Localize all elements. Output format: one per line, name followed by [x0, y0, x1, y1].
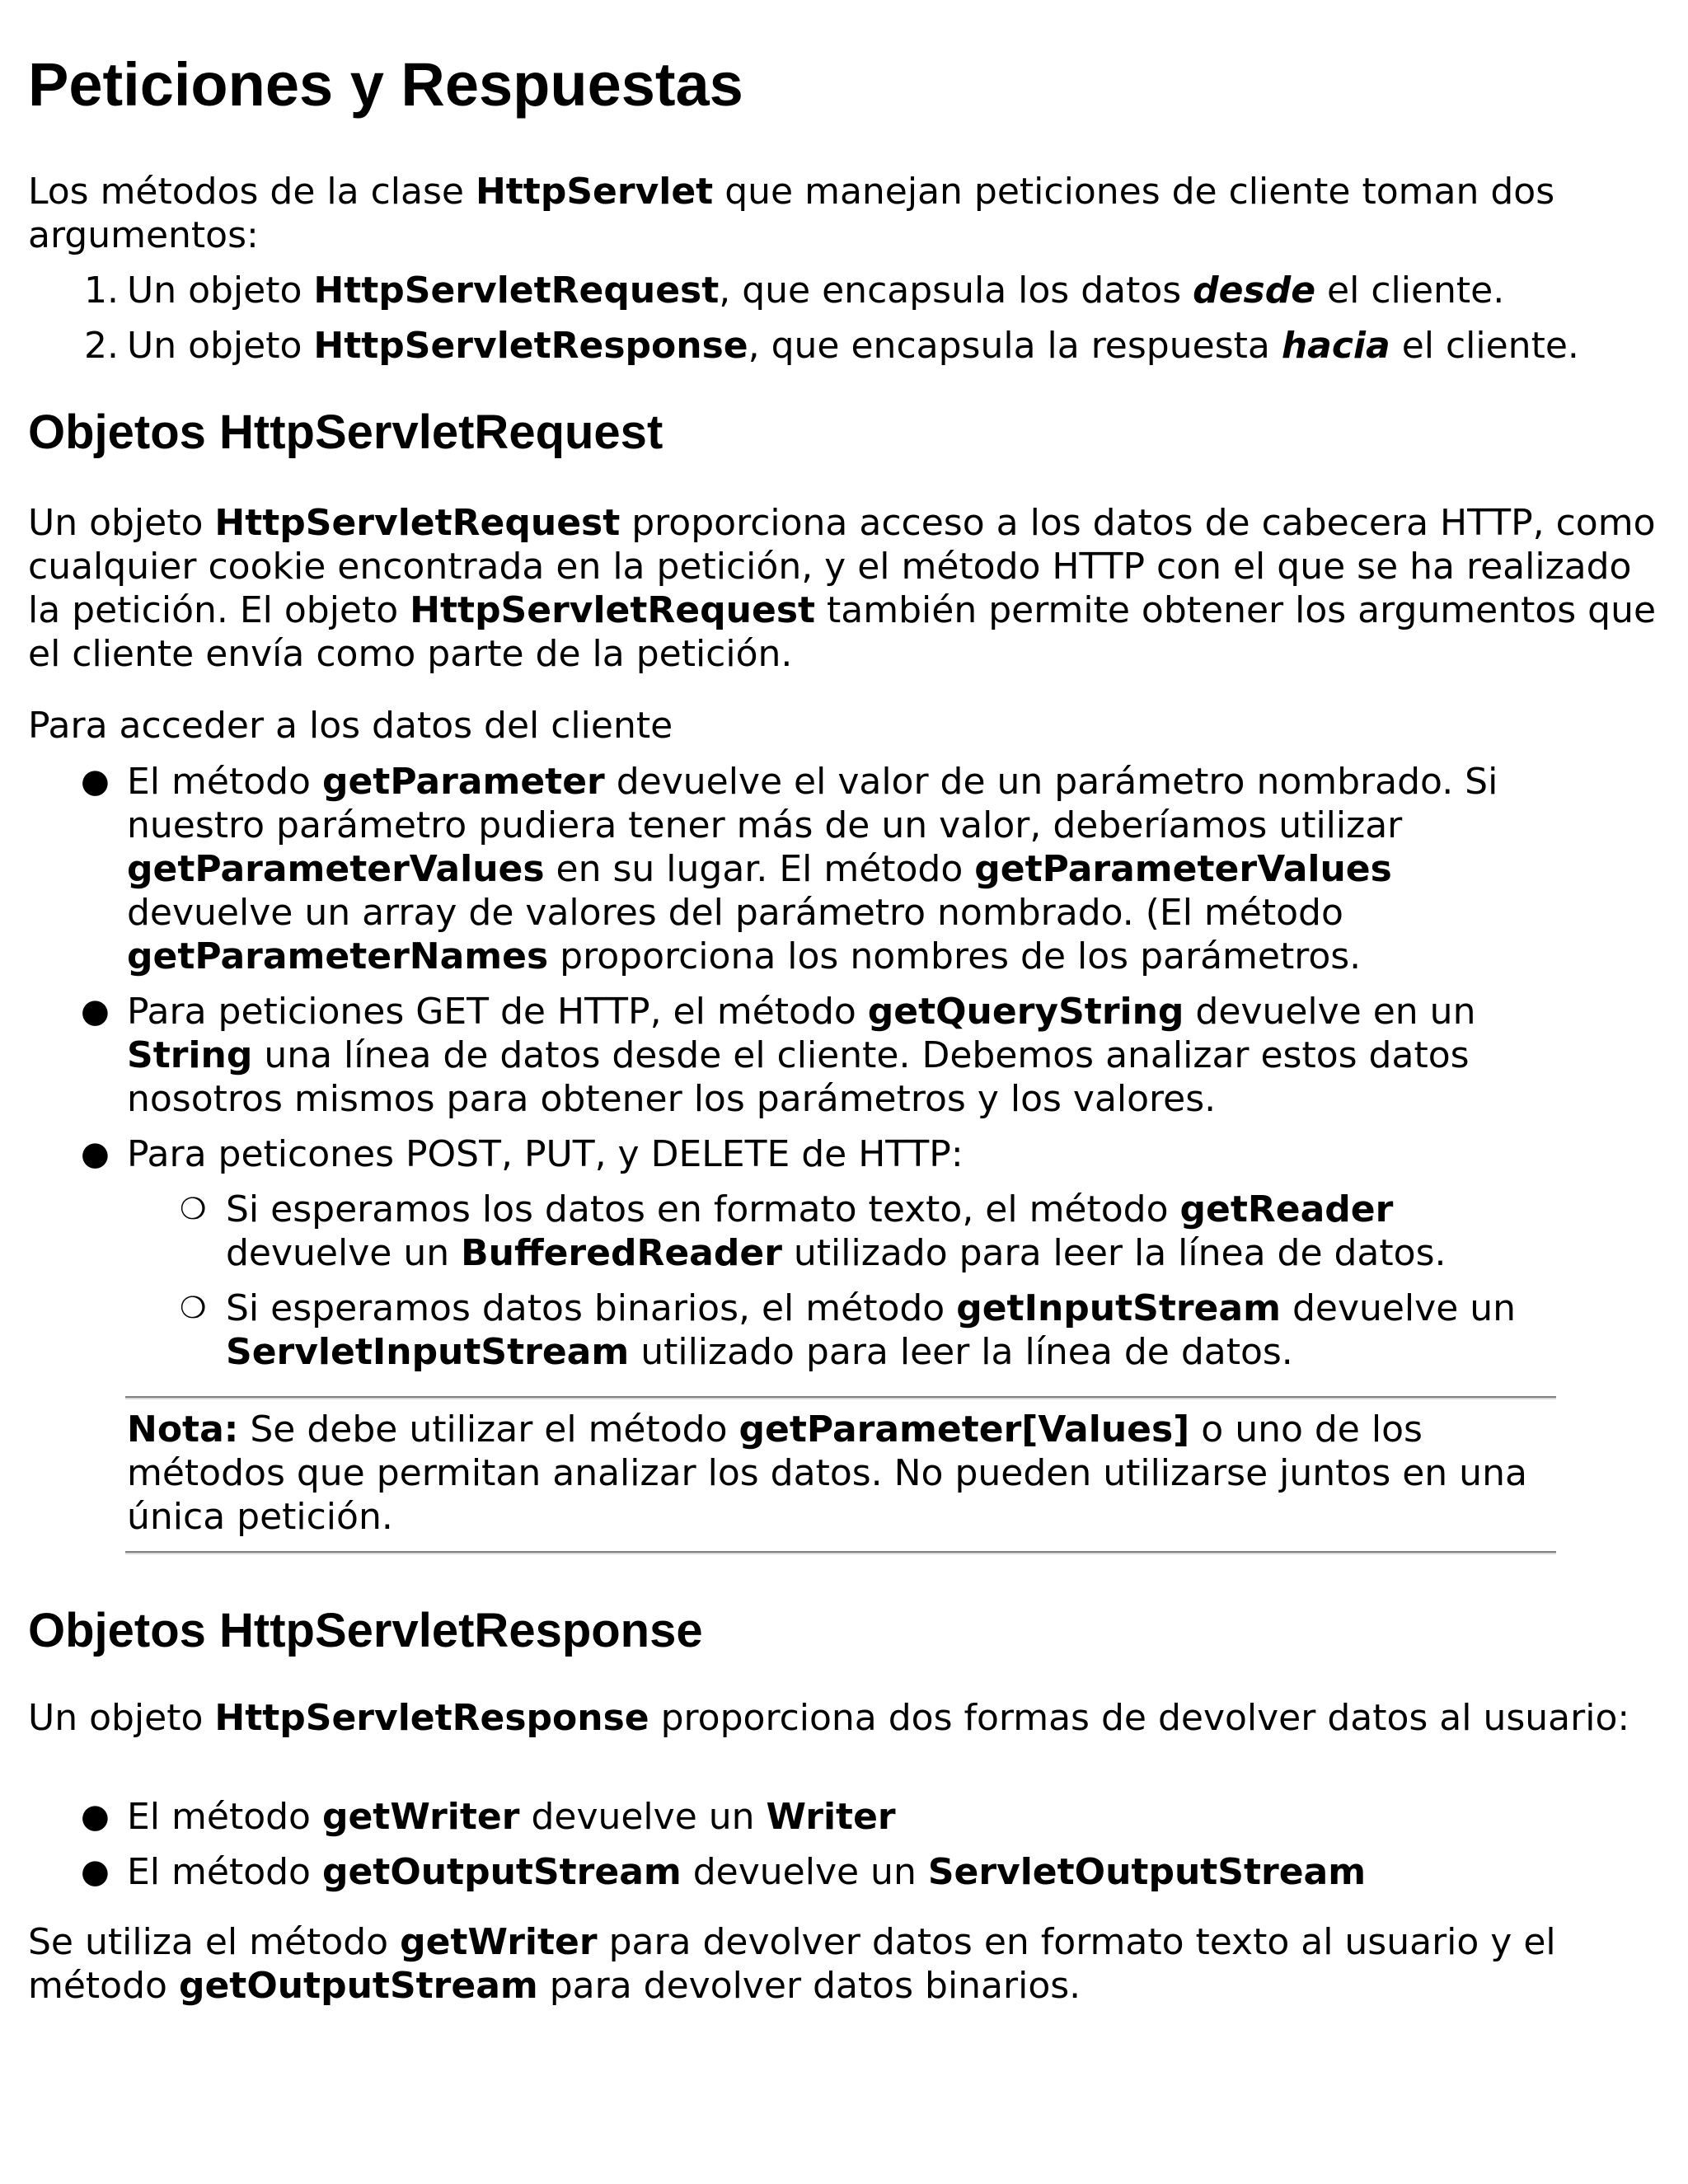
keyword: getOutputStream	[321, 1851, 682, 1893]
list-number: 1.	[84, 269, 119, 312]
list-item	[84, 324, 1668, 368]
keyword: HttpServletResponse	[214, 1697, 649, 1739]
access-intro: Para acceder a los datos del cliente	[28, 705, 673, 747]
text: que manejan peticiones de cliente toman dos argumentos:	[28, 171, 1555, 256]
text: devuelve un	[681, 1851, 928, 1893]
text: Se utiliza el método	[28, 1921, 401, 1963]
intro-paragraph	[28, 170, 1668, 257]
keyword: getReader	[1179, 1188, 1394, 1230]
bullet-icon: ●	[81, 762, 110, 800]
keyword: getQueryString	[867, 991, 1184, 1033]
text: proporciona dos formas de devolver datos al usuario:	[649, 1697, 1630, 1739]
text: Un objeto	[127, 269, 314, 312]
text: devuelve el valor de un parámetro nombrado. Si nuestro parámetro pudiera tener más de un valor, deberíamos utilizar	[127, 761, 1498, 846]
http-method-sublist	[127, 1188, 1561, 1374]
keyword: ServletInputStream	[226, 1331, 630, 1373]
text: también permite obtener los argumentos que el cliente envía como parte de la petición.	[28, 589, 1657, 675]
list-item	[81, 1795, 1611, 1839]
text: proporciona los nombres de los parámetros.	[548, 935, 1362, 977]
keyword: ServletOutputStream	[927, 1851, 1367, 1893]
text: Se debe utilizar el método	[238, 1408, 739, 1451]
text: devuelve en un	[1184, 991, 1476, 1033]
keyword: getParameterNames	[127, 935, 549, 977]
text: utilizado para leer la línea de datos.	[781, 1232, 1447, 1274]
text: Si esperamos los datos en formato texto, el método	[226, 1188, 1180, 1230]
list-number: 2.	[84, 325, 119, 367]
argument-list	[84, 269, 1668, 368]
circle-bullet-icon: ❍	[180, 1291, 207, 1325]
keyword: HttpServletRequest	[313, 269, 720, 312]
circle-bullet-icon: ❍	[180, 1193, 207, 1226]
text: el cliente.	[1315, 269, 1505, 312]
note-label: Nota:	[127, 1408, 239, 1451]
bullet-icon: ●	[81, 992, 110, 1030]
access-bullet-list	[81, 760, 1561, 1374]
keyword: Writer	[766, 1796, 896, 1838]
keyword: getWriter	[400, 1921, 598, 1963]
text: Los métodos de la clase	[28, 171, 476, 213]
list-item	[81, 1850, 1611, 1894]
text: Un objeto	[28, 1697, 215, 1739]
note-paragraph	[127, 1408, 1561, 1539]
keyword: getParameter	[321, 761, 605, 803]
response-paragraph	[28, 1696, 1668, 1740]
text: Para peticones POST, PUT, y DELETE de HTTP:	[127, 1133, 964, 1175]
text: para devolver datos binarios.	[537, 1965, 1081, 2007]
response-heading: Objetos HttpServletResponse	[28, 1604, 703, 1657]
keyword: HttpServletResponse	[313, 325, 748, 367]
keyword: getOutputStream	[178, 1965, 538, 2007]
bullet-icon: ●	[81, 1853, 110, 1891]
keyword: getParameter[Values]	[738, 1408, 1190, 1451]
list-item	[81, 1132, 1561, 1374]
text: El método	[127, 761, 322, 803]
text: en su lugar. El método	[544, 848, 975, 890]
keyword: HttpServletRequest	[410, 589, 816, 631]
emphasis: desde	[1193, 269, 1316, 312]
page-title: Peticiones y Respuestas	[28, 50, 743, 119]
bullet-icon: ●	[81, 1797, 110, 1835]
keyword: HttpServletRequest	[214, 502, 621, 544]
text: una línea de datos desde el cliente. Debemos analizar estos datos nosotros mismos para obtener los parámetros y los valores.	[127, 1034, 1470, 1120]
text: para devolver datos en formato texto al usuario y el método	[28, 1921, 1556, 2007]
keyword: HttpServlet	[475, 171, 714, 213]
note-top-divider	[125, 1396, 1556, 1399]
emphasis: hacia	[1281, 325, 1390, 367]
bullet-icon: ●	[81, 1135, 110, 1173]
text: utilizado para leer la línea de datos.	[629, 1331, 1293, 1373]
keyword: BufferedReader	[461, 1232, 782, 1274]
text: devuelve un	[519, 1796, 767, 1838]
text: devuelve un	[1280, 1287, 1517, 1329]
text: devuelve un array de valores del parámetro nombrado. (El método	[127, 892, 1343, 934]
request-heading: Objetos HttpServletRequest	[28, 405, 663, 459]
keyword: getWriter	[321, 1796, 520, 1838]
keyword: String	[127, 1034, 253, 1076]
text: proporciona acceso a los datos de cabecera HTTP, como cualquier cookie encontrada en la petición, y el método HTTP con el que se ha realizado la petición. El objeto	[28, 502, 1656, 631]
keyword: getParameterValues	[974, 848, 1392, 890]
request-paragraph	[28, 501, 1668, 676]
keyword: getParameterValues	[127, 848, 545, 890]
text: devuelve un	[226, 1232, 462, 1274]
list-item	[81, 990, 1561, 1121]
text: Para peticiones GET de HTTP, el método	[127, 991, 868, 1033]
text: , que encapsula la respuesta	[748, 325, 1282, 367]
text: Un objeto	[28, 502, 215, 544]
text: , que encapsula los datos	[719, 269, 1193, 312]
response-bullet-list	[81, 1795, 1611, 1894]
text: Si esperamos datos binarios, el método	[226, 1287, 957, 1329]
text: el cliente.	[1390, 325, 1579, 367]
note-bottom-divider	[125, 1551, 1556, 1554]
list-item	[180, 1286, 1561, 1374]
keyword: getInputStream	[956, 1287, 1281, 1329]
text: Un objeto	[127, 325, 314, 367]
list-item	[84, 269, 1668, 312]
list-item	[81, 760, 1561, 978]
text: El método	[127, 1851, 322, 1893]
text: o uno de los métodos que permitan analizar los datos. No pueden utilizarse juntos en una única petición.	[127, 1408, 1527, 1538]
list-item	[180, 1188, 1561, 1275]
text: El método	[127, 1796, 322, 1838]
closing-paragraph	[28, 1920, 1668, 2008]
